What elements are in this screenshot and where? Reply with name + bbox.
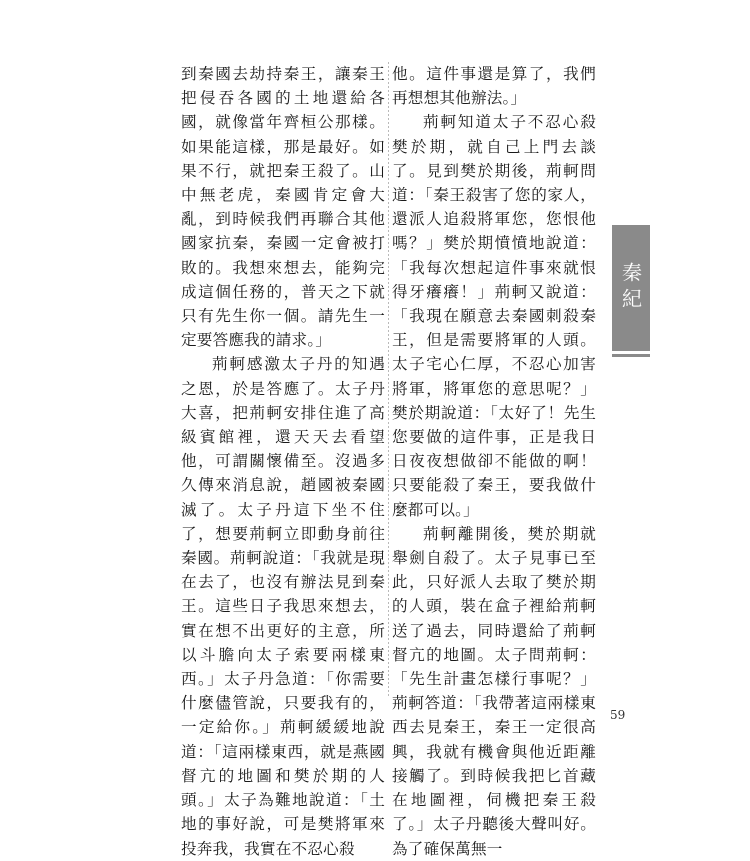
paragraph: 他。這件事還是算了，我們再想想其他辦法。」 [392,65,596,108]
paragraph: 到秦國去劫持秦王，讓秦王把侵吞各國的土地還給各國，就像當年齊桓公那樣。如果能這樣，那是最好。如果不行，就把秦王殺了。山中無老虎，秦國肯定會大亂，到時候我們再聯合其他國家抗秦，秦國一定會被打敗的。我想來想去，能夠完成這個任務的，普天之下就只有先生你一個。請先生一定要答應我的請求。」 [181,65,385,350]
right-text-column [392,62,596,861]
paragraph: 荊軻知道太子不忍心殺樊於期，就自己上門去談了。見到樊於期後，荊軻問道：「秦王殺害了您的家人，還派人追殺將軍您，您恨他嗎？」樊於期憤憤地說道：「我每次想起這件事來就恨得牙癢癢！」荊軻又說道：「我現在願意去秦國刺殺秦王，但是需要將軍的人頭。太子宅心仁厚，不忍心加害將軍，將軍您的意思呢？」樊於期說道：「太好了！先生您要做的這件事，正是我日日夜夜想做卻不能做的啊！只要能殺了秦王，要我做什麼都可以。」 [392,113,596,519]
column-divider [388,62,389,698]
chapter-tab-underline [612,354,650,357]
paragraph: 荊軻感激太子丹的知遇之恩，於是答應了。太子丹大喜，把荊軻安排住進了高級賓館裡，還天天去看望他，可謂關懷備至。沒過多久傳來消息說，趙國被秦國滅了。太子丹這下坐不住了，想要荊軻立即動身前往秦國。荊軻說道：「我就是現在去了，也沒有辦法見到秦王。這些日子我思來想去，實在想不出更好的主意，所以斗膽向太子索要兩樣東西。」太子丹急道：「你需要什麼儘管說，只要我有的，一定給你。」荊軻緩緩地說道：「這兩樣東西，就是燕國督亢的地圖和樊於期的人頭。」太子為難地說道：「土地的事好說，可是樊將軍來投奔我，我實在不忍心殺 [181,355,385,858]
page-number: 59 [610,708,626,722]
left-text-column [181,62,385,861]
chapter-tab [612,225,650,351]
paragraph: 荊軻離開後，樊於期就舉劍自殺了。太子見事已至此，只好派人去取了樊於期的人頭，裝在盒子裡給荊軻送了過去，同時還給了荊軻督亢的地圖。太子問荊軻：「先生計畫怎樣行事呢？」荊軻答道：「我帶著這兩樣東西去見秦王，秦王一定很高興，我就有機會與他近距離接觸了。到時候我把匕首藏在地圖裡，伺機把秦王殺了。」太子丹聽後大聲叫好。為了確保萬無一 [392,524,596,858]
chapter-label: 秦紀 [618,262,643,314]
